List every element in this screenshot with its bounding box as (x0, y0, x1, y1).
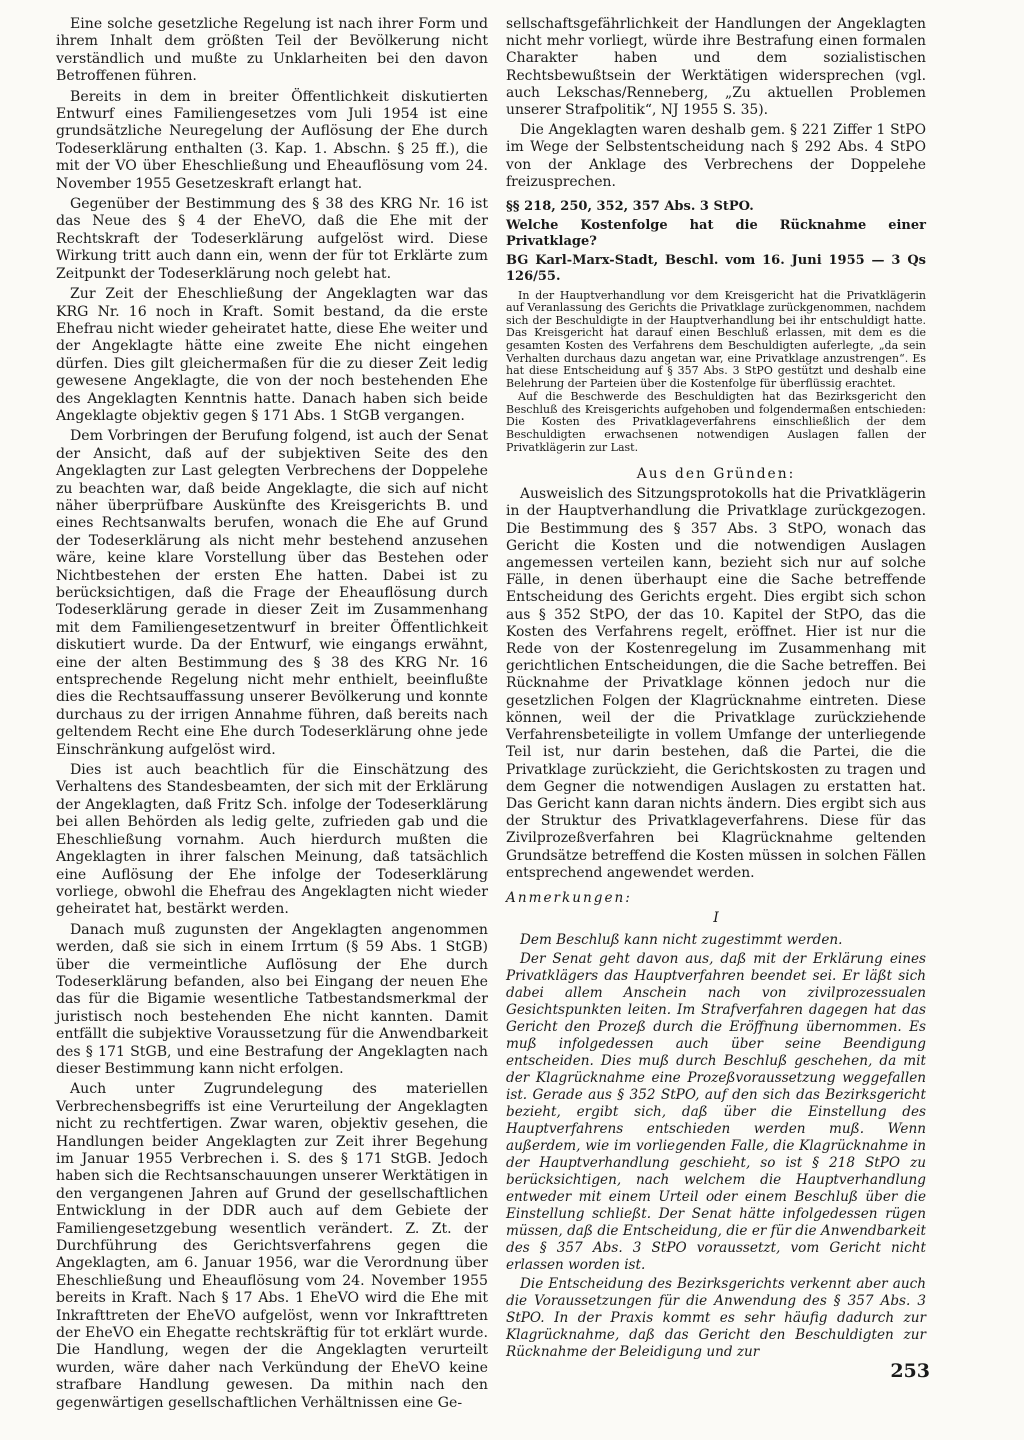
body-paragraph: Danach muß zugunsten der Angeklagten angenommen werden, daß sie sich in einem Irrtum (§ 59 Abs. 1 StGB) über die vermeintliche Auflösung der Ehe durch Todeserklärung befanden, also bei Eingang der neuen Ehe das für die Bigamie wesentliche Tatbestandsmerkmal der juristisch noch bestehenden Ehe nicht kannten. Damit entfällt die subjektive Voraussetzung für die Anwendbarkeit des § 171 StGB, und eine Bestrafung der Angeklagten nach dieser Bestimmung kann nicht erfolgen. (56, 921, 488, 1077)
case-summary-paragraph: In der Hauptverhandlung vor dem Kreisgericht hat die Privatklägerin auf Veranlassung des Gerichts die Privatklage zurückgenommen, nachdem sich der Beschuldigte in der Hauptverhandlung bei ihr entschuldigt hatte. Das Kreisgericht hat darauf einen Beschluß erlassen, mit dem es die gesamten Kosten des Verfahrens dem Beschuldigten auferlegte, „da sein Verhalten durchaus dazu angetan war, eine Privatklage anzustrengen“. Es hat diese Entscheidung auf § 357 Abs. 3 StPO gestützt und deshalb eine Belehrung der Parteien über die Kostenfolge für überflüssig erachtet. (506, 288, 926, 390)
reasons-paragraph: Ausweislich des Sitzungsprotokolls hat die Privatklägerin in der Hauptverhandlung die Privatklage zurückgezogen. Die Bestimmung des § 357 Abs. 3 StPO, wonach das Gericht die Kosten und die notwendigen Auslagen angemessen verteilen kann, bezieht sich nur auf solche Fälle, in denen überhaupt eine die Sache betreffende Entscheidung des Gerichts ergeht. Dies ergibt sich schon aus § 352 StPO, der das 10. Kapitel der StPO, das die Kosten des Verfahrens regelt, eröffnet. Hier ist nur die Rede von der Kostenregelung im Zusammenhang mit gerichtlichen Entscheidungen, die die Sache betreffen. Bei Rücknahme der Privatklage können jedoch nur die gesetzlichen Folgen der Klagrücknahme eintreten. Diese können, weil der die Privatklage zurückziehende Verfahrensbeteiligte in vollem Umfange der unterliegende Teil ist, nur darin bestehen, daß die Partei, die die Privatklage zurückzieht, die Gerichtskosten zu tragen und dem Gegner die notwendigen Auslagen zu erstatten hat. Das Gericht kann daran nichts ändern. Dies ergibt sich aus der Struktur des Privatklageverfahrens. Diese für das Zivilprozeßverfahren bei Klagrücknahme geltenden Grundsätze betreffend die Kosten müssen in solchen Fällen entsprechend angewendet werden. (506, 486, 926, 881)
annotations-heading: Anmerkungen: (506, 889, 632, 906)
reasons-heading: Aus den Gründen: (636, 466, 796, 483)
body-paragraph: Bereits in dem in breiter Öffentlichkeit diskutierten Entwurf eines Familiengesetzes vom Juli 1954 ist eine grundsätzliche Neuregelung der Auflösung der Ehe durch Todeserklärung enthalten (3. Kap. 1. Abschn. § 25 ff.), die mit der VO über Eheschließung und Eheauflösung vom 24. November 1955 Gesetzeskraft erlangt hat. (56, 88, 488, 192)
annotation-paragraph: Die Entscheidung des Bezirksgerichts verkennt aber auch die Voraussetzungen für die Anwendung des § 357 Abs. 3 StPO. In der Praxis kommt es sehr häufig dadurch zur Klagrücknahme, daß das Gericht den Beschuldigten zur Rücknahme der Beleidigung und zur (506, 1275, 926, 1360)
body-paragraph: Zur Zeit der Eheschließung der Angeklagten war das KRG Nr. 16 noch in Kraft. Somit bestand, da die erste Ehefrau nicht wieder geheiratet hatte, diese Ehe weiter und der Angeklagte hätte eine zweite Ehe nicht eingehen dürfen. Dies gilt gleichermaßen für die zu dieser Zeit ledig gewesene Angeklagte, die von der noch bestehenden Ehe des Angeklagten Kenntnis hatte. Danach haben sich beide Angeklagte objektiv gegen § 171 Abs. 1 StGB vergangen. (56, 286, 488, 424)
case-summary-paragraph: Auf die Beschwerde des Beschuldigten hat das Bezirksgericht den Beschluß des Kreisgerichts aufgehoben und folgendermaßen entschieden: Die Kosten des Privatklageverfahrens einschließlich der dem Beschuldigten erwachsenen notwendigen Auslagen fallen der Privatklägerin zur Last. (506, 390, 926, 454)
body-paragraph: Auch unter Zugrundelegung des materiellen Verbrechensbegriffs ist eine Verurteilung der Angeklagten nicht zu rechtfertigen. Zwar waren, objektiv gesehen, die Handlungen beider Angeklagten zur Zeit ihrer Begehung im Januar 1955 Verbrechen i. S. des § 171 StGB. Jedoch haben sich die Rechtsanschauungen unserer Werktätigen in den vergangenen Jahren auf Grund der gesellschaftlichen Entwicklung in der DDR auch auf dem Gebiete der Familiengesetzgebung wesentlich verändert. Z. Zt. der Durchführung des Gerichtsverfahrens gegen die Angeklagten, am 6. Januar 1956, war die Verordnung über Eheschließung und Eheauflösung vom 24. November 1955 bereits in Kraft. Nach § 17 Abs. 1 EheVO wird die Ehe mit Inkrafttreten der EheVO aufgelöst, wenn vor Inkrafttreten der EheVO ein Ehegatte rechtskräftig für tot erklärt wurde. Die Handlung, wegen der die Angeklagten verurteilt wurden, wäre daher nach Verkündung der EheVO keine strafbare Handlung gewesen. Da mithin nach den gegenwärtigen gesellschaftlichen Verhältnissen eine Ge- (56, 1081, 488, 1411)
annotation-paragraph: Dem Beschluß kann nicht zugestimmt werden. (520, 931, 843, 948)
body-paragraph: Eine solche gesetzliche Regelung ist nach ihrer Form und ihrem Inhalt dem größten Teil der Bevölkerung nicht verständlich und mußte zu Unklarheiten bei den davon Betroffenen führen. (56, 16, 488, 85)
section-references: §§ 218, 250, 352, 357 Abs. 3 StPO. (506, 199, 754, 215)
body-paragraph: Dem Vorbringen der Berufung folgend, ist auch der Senat der Ansicht, daß auf der subjektiven Seite des den Angeklagten zur Last gelegten Verbrechens der Doppelehe zu beachten war, daß beide Angeklagte, die sich auf nicht näher überprüfbare Auskünfte des Kreisgerichts B. und eines Rechtsanwalts berufen, wonach die Ehe auf Grund der Todeserklärung als nicht mehr bestehend anzusehen wäre, keine klare Vorstellung über das Bestehen oder Nichtbestehen der ersten Ehe hatten. Dabei ist zu berücksichtigen, daß die Frage der Eheauflösung durch Todeserklärung gerade in dieser Zeit im Zusammenhang mit dem Familiengesetzentwurf in breiter Öffentlichkeit diskutiert wurde. Da der Entwurf, wie eingangs erwähnt, eine der alten Bestimmung des § 38 des KRG Nr. 16 entsprechende Regelung nicht mehr enthielt, beeinflußte dies die Rechtsauffassung unserer Bevölkerung und konnte durchaus zu der irrigen Annahme führen, daß bereits nach geltendem Recht eine Ehe durch Todeserklärung ohne jede Einschränkung aufgelöst wird. (56, 428, 488, 758)
left-column (56, 16, 488, 1415)
annotation-number: I (713, 909, 719, 926)
acquittal-paragraph: Die Angeklagten waren deshalb gem. § 221 Ziffer 1 StPO im Wege der Selbstentscheidung nach § 292 Abs. 4 StPO von der Anklage des Verbrechens der Doppelehe freizusprechen. (506, 122, 926, 190)
annotation-paragraph: Der Senat geht davon aus, daß mit der Erklärung eines Privatklägers das Hauptverfahren beendet sei. Er läßt sich dabei allem Anschein nach von zivilprozessualen Gesichtspunkten leiten. Im Strafverfahren dagegen hat das Gericht den Prozeß durch die Eröffnung übernommen. Es muß infolgedessen auch über seine Beendigung entscheiden. Dies muß durch Beschluß geschehen, da mit der Klagrücknahme eine Prozeßvoraussetzung weggefallen ist. Gerade aus § 352 StPO, auf den sich das Bezirksgericht bezieht, ergibt sich, daß über die Einstellung des Hauptverfahrens entschieden werden muß. Wenn außerdem, wie im vorliegenden Falle, die Klagrücknahme in der Hauptverhandlung geschieht, so ist § 218 StPO zu berücksichtigen, nach welchem die Hauptverhandlung entweder mit einem Urteil oder einem Beschluß über die Einstellung schließt. Der Senat hätte infolgedessen rügen müssen, daß die Entscheidung, die er für die Anwendbarkeit des § 357 Abs. 3 StPO voraussetzt, vom Gericht nicht erlassen worden ist. (506, 950, 926, 1273)
body-paragraph: Gegenüber der Bestimmung des § 38 des KRG Nr. 16 ist das Neue des § 4 der EheVO, daß die Ehe mit der Rechtskraft der Todeserklärung aufgelöst wird. Diese Wirkung tritt auch dann ein, wenn der für tot Erklärte zum Zeitpunkt der Todeserklärung noch gelebt hat. (56, 196, 488, 282)
body-paragraph: Dies ist auch beachtlich für die Einschätzung des Verhaltens des Standesbeamten, der sich mit der Erklärung der Angeklagten, daß Fritz Sch. infolge der Todeserklärung bei allen Behörden als ledig gelte, zufrieden gab und die Eheschließung vornahm. Auch hierdurch mußten die Angeklagten in ihrer falschen Meinung, daß tatsächlich eine Auflösung der Ehe infolge der Todeserklärung vorliege, obwohl die Ehefrau des Angeklagten nicht wieder geheiratet hat, bestärkt werden. (56, 762, 488, 918)
court-reference: BG Karl-Marx-Stadt, Beschl. vom 16. Juni 1955 — 3 Qs 126/55. (506, 252, 926, 285)
page-number: 253 (890, 1360, 930, 1382)
continuation-paragraph: sellschaftsgefährlichkeit der Handlungen der Angeklagten nicht mehr vorliegt, würde ihre Bestrafung einen formalen Charakter haben und dem sozialistischen Rechtsbewußtsein der Werktätigen widersprechen (vgl. auch Lekschas/Renneberg, „Zu aktuellen Problemen unserer Strafpolitik“, NJ 1955 S. 35). (506, 16, 926, 119)
case-question: Welche Kostenfolge hat die Rücknahme einer Privatklage? (506, 217, 926, 250)
right-column (506, 16, 926, 1363)
